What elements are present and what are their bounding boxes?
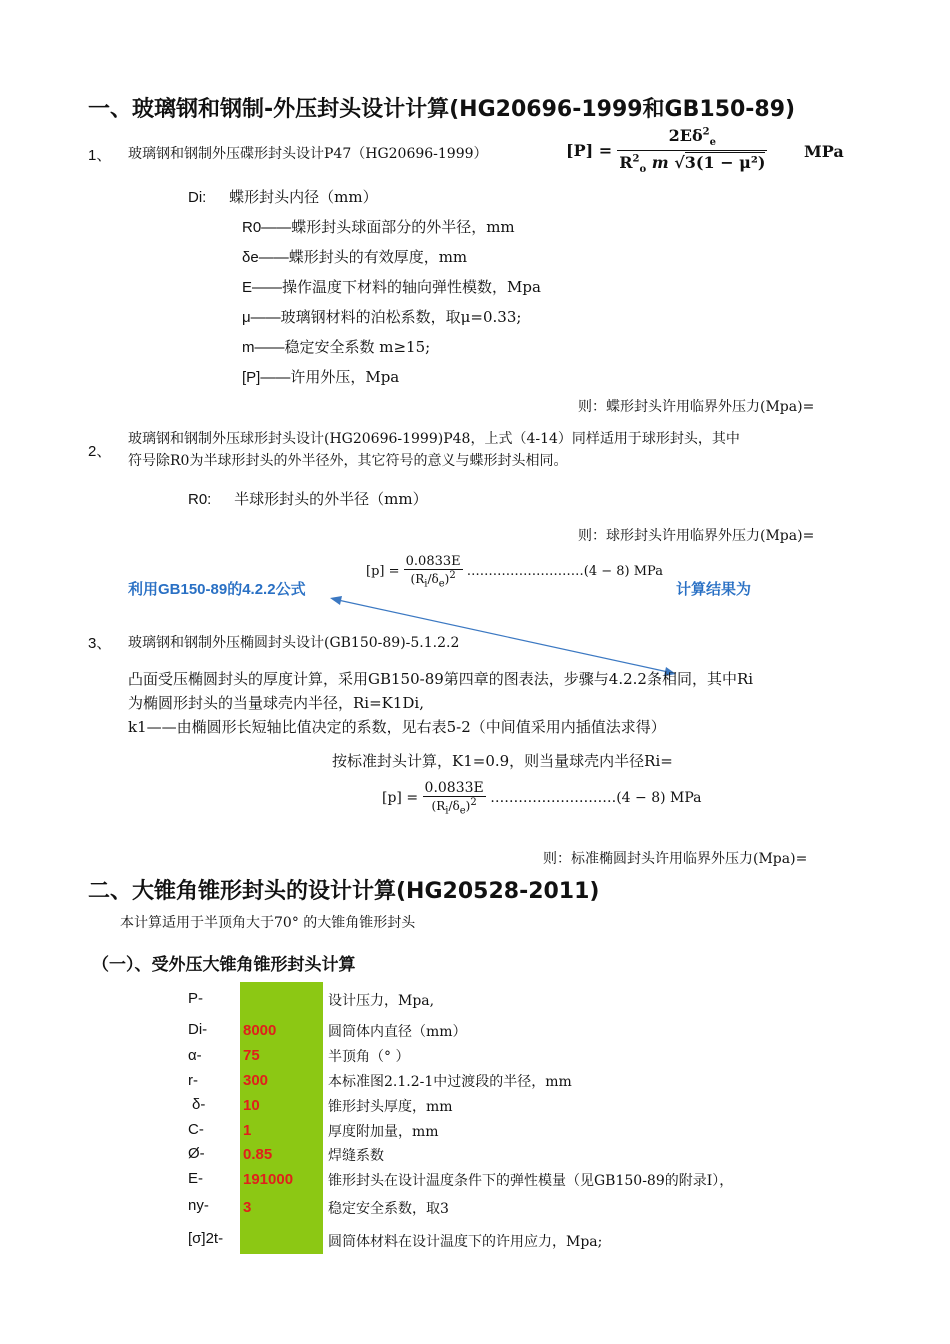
item3-para4: 按标准封头计算，K1=0.9，则当量球壳内半径Ri= bbox=[332, 752, 673, 770]
item2-line2: 符号除R0为半球形封头的外半径外，其它符号的意义与蝶形封头相同。 bbox=[128, 453, 568, 469]
param-value[interactable]: 191000 bbox=[243, 1171, 294, 1188]
item2-line1: 玻璃钢和钢制外压球形封头设计(HG20696-1999)P48，上式（4-14）同样适用于球形封头，其中 bbox=[128, 431, 740, 447]
param-symbol: ny- bbox=[188, 1197, 209, 1214]
item1-number: 1、 bbox=[88, 147, 112, 164]
param-description: 圆筒体内直径（mm） bbox=[328, 1024, 467, 1040]
def-m: m——稳定安全系数 m≥15; bbox=[242, 338, 431, 356]
param-description: 圆筒体材料在设计温度下的许用应力，Mpa; bbox=[328, 1234, 603, 1250]
param-symbol: C- bbox=[188, 1121, 204, 1138]
def-r0: R0——蝶形封头球面部分的外半径，mm bbox=[242, 218, 515, 236]
param-value[interactable]: 0.85 bbox=[243, 1146, 273, 1163]
def-e: E——操作温度下材料的轴向弹性模数，Mpa bbox=[242, 278, 541, 296]
param-description: 锥形封头厚度，mm bbox=[328, 1099, 453, 1115]
def-delta-e: δe——蝶形封头的有效厚度，mm bbox=[242, 248, 468, 266]
param-description: 半顶角（° ） bbox=[328, 1049, 410, 1065]
param-value[interactable]: 300 bbox=[243, 1072, 269, 1089]
ellipsoidal-result-label: 则：标准椭圆封头许用临界外压力(Mpa)= bbox=[543, 851, 808, 867]
param-description: 焊缝系数 bbox=[328, 1148, 384, 1164]
dished-head-unit: MPa bbox=[804, 142, 844, 161]
item2-number: 2、 bbox=[88, 443, 112, 460]
param-description: 本标准图2.1.2-1中过渡段的半径，mm bbox=[328, 1074, 572, 1090]
param-description: 厚度附加量，mm bbox=[328, 1124, 439, 1140]
gb150-formula: [p] = $\frac{0.0833E}{(R_i/\delta_e)^2}$ ………………………(4 − 8) MPa bbox=[366, 554, 663, 590]
param-symbol: [σ]2t- bbox=[188, 1230, 224, 1247]
param-symbol: E- bbox=[188, 1170, 203, 1187]
param-value[interactable]: 10 bbox=[243, 1097, 260, 1114]
param-symbol: δ- bbox=[192, 1096, 206, 1113]
section1-title: 一、玻璃钢和钢制-外压封头设计计算(HG20696-1999和GB150-89) bbox=[88, 97, 796, 122]
param-value[interactable]: 8000 bbox=[243, 1022, 277, 1039]
section2-title: 二、大锥角锥形封头的设计计算(HG20528-2011) bbox=[88, 879, 600, 904]
item1-description: 玻璃钢和钢制外压碟形封头设计P47（HG20696-1999） bbox=[128, 146, 488, 162]
def-r0-hemi: R0: 半球形封头的外半径（mm） bbox=[188, 490, 428, 508]
ellipsoidal-formula: [p] = $\frac{0.0833E}{(R_i/\delta_e)^2}$ ………………………(4 − 8) MPa bbox=[382, 780, 702, 817]
item3-title: 玻璃钢和钢制外压椭圆封头设计(GB150-89)-5.1.2.2 bbox=[128, 635, 460, 651]
section2-subtitle: （一）、受外压大锥角锥形封头计算 bbox=[92, 955, 356, 975]
dished-head-formula: [P] = $\frac{2E\delta^2_e}{R^2_o m √3(1 - \mu^2)}$ bbox=[566, 126, 766, 176]
param-symbol: r- bbox=[188, 1072, 198, 1089]
item3-para2: 为椭圆形封头的当量球壳内半径，Ri=K1Di, bbox=[128, 694, 425, 712]
param-symbol: Ø- bbox=[188, 1145, 205, 1162]
gb150-formula-note: 利用GB150-89的4.2.2公式 bbox=[128, 581, 306, 598]
calc-result-note: 计算结果为 bbox=[676, 581, 752, 598]
def-mu: μ——玻璃钢材料的泊松系数，取μ=0.33; bbox=[242, 308, 522, 326]
hemi-head-result-label: 则：球形封头许用临界外压力(Mpa)= bbox=[578, 528, 815, 544]
item3-number: 3、 bbox=[88, 635, 112, 652]
item3-para3: k1——由椭圆形长短轴比值决定的系数，见右表5-2（中间值采用内插值法求得） bbox=[128, 718, 666, 736]
param-symbol: Di- bbox=[188, 1021, 208, 1038]
param-description: 锥形封头在设计温度条件下的弹性模量（见GB150-89的附录I）， bbox=[328, 1173, 734, 1189]
section2-intro: 本计算适用于半顶角大于70° 的大锥角锥形封头 bbox=[120, 915, 416, 931]
param-symbol: α- bbox=[188, 1047, 202, 1064]
def-p: [P]——许用外压，Mpa bbox=[242, 368, 400, 386]
param-description: 设计压力，Mpa, bbox=[328, 993, 435, 1009]
param-description: 稳定安全系数，取3 bbox=[328, 1201, 449, 1217]
param-symbol: P- bbox=[188, 990, 203, 1007]
param-value[interactable]: 1 bbox=[243, 1122, 252, 1139]
dished-head-result-label: 则：蝶形封头许用临界外压力(Mpa)= bbox=[578, 399, 815, 415]
param-value[interactable]: 75 bbox=[243, 1047, 260, 1064]
def-di: Di: 蝶形封头内径（mm） bbox=[188, 188, 378, 206]
item3-para1: 凸面受压椭圆封头的厚度计算，采用GB150-89第四章的图表法，步骤与4.2.2条相同，其中Ri bbox=[128, 670, 754, 688]
param-value[interactable]: 3 bbox=[243, 1199, 252, 1216]
